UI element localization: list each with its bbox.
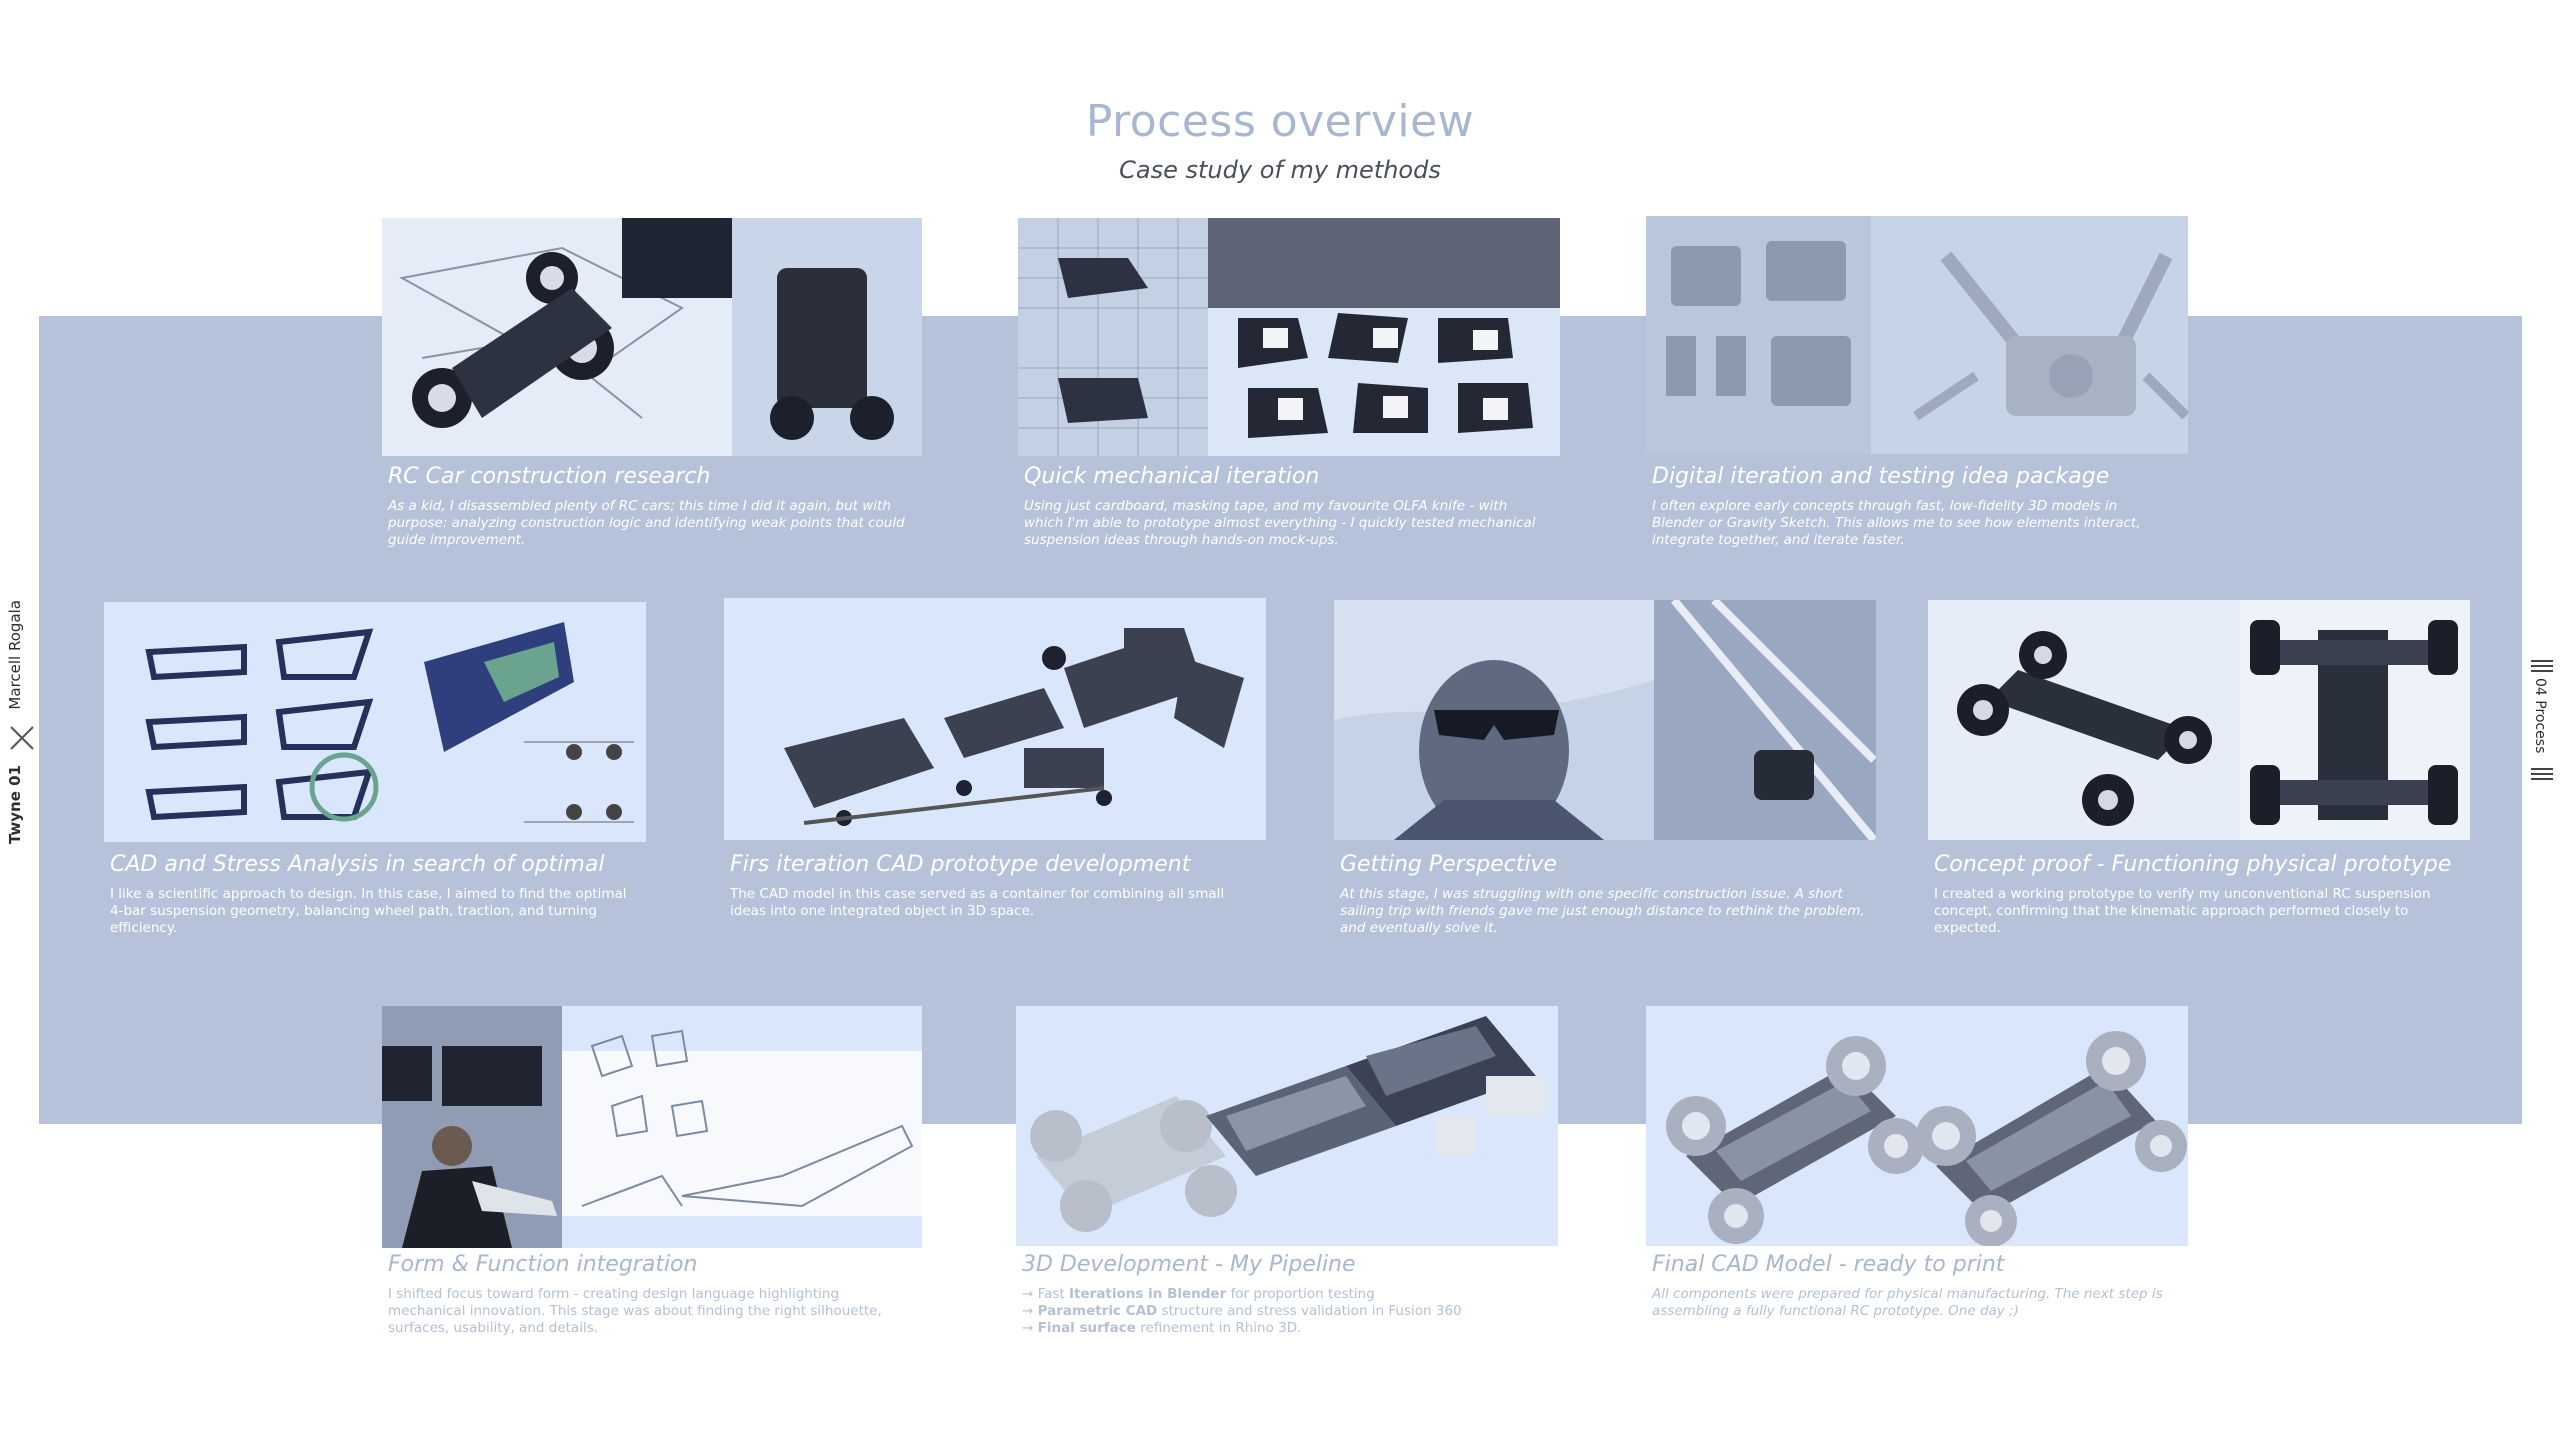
card-description: Using just cardboard, masking tape, and my favourite OLFA knife - with which I'm able to prototype almost everything - I quickly tested mechanical suspension ideas through hands-on mock-ups. <box>1024 498 1536 548</box>
author-name: Marcell Rogala <box>6 600 24 710</box>
card-title: 3D Development - My Pipeline <box>1022 1252 1356 1277</box>
card-description: I like a scientific approach to design. In this case, I aimed to find the optimal 4-bar suspension geometry, balancing wheel path, traction, and turning efficiency. <box>110 886 627 936</box>
triple-bar-icon <box>2531 768 2553 780</box>
pipeline-step-rhino: → Final surface refinement in Rhino 3D. <box>1022 1320 1302 1336</box>
page-subtitle: Case study of my methods <box>1119 156 1441 184</box>
physical-prototype-image <box>1928 600 2470 840</box>
card-title: Form & Function integration <box>388 1252 698 1277</box>
section-overlay-title: DEFINING CONCEPT <box>1652 185 1920 214</box>
pipeline-step-blender: → Fast Iterations in Blender for proportion testing <box>1022 1286 1375 1302</box>
triple-bar-icon <box>2531 660 2553 672</box>
card-title: Final CAD Model - ready to print <box>1652 1252 2005 1277</box>
card-description: I created a working prototype to verify my unconventional RC suspension concept, confirming that the kinematic approach performed closely to expected. <box>1934 886 2431 936</box>
stress-analysis-image <box>104 602 646 842</box>
concept-model-image <box>1646 216 2188 454</box>
project-name: Twyne 01 <box>6 765 24 845</box>
final-cad-image <box>1646 1006 2188 1246</box>
x-mark-icon <box>9 725 35 751</box>
right-sidebar <box>2528 660 2558 785</box>
sailing-photo-image <box>1334 600 1876 840</box>
pipeline-steps <box>1022 1286 1562 1337</box>
card-title: RC Car construction research <box>388 464 711 489</box>
exploded-cad-image <box>724 598 1266 840</box>
3d-models-image <box>1016 1006 1558 1246</box>
left-sidebar <box>6 590 36 850</box>
pipeline-step-fusion: → Parametric CAD structure and stress validation in Fusion 360 <box>1022 1303 1462 1319</box>
card-description: All components were prepared for physical manufacturing. The next step is assembling a fully functional RC prototype. One day ;) <box>1652 1286 2163 1319</box>
card-title: CAD and Stress Analysis in search of optimal <box>110 852 605 877</box>
card-title: Firs iteration CAD prototype development <box>730 852 1191 877</box>
card-description: I often explore early concepts through fast, low-fidelity 3D models in Blender or Gravity Sketch. This allows me to see how elements interact, integrate together, and iterate faster. <box>1652 498 2141 548</box>
card-description: At this stage, I was struggling with one specific construction issue. A short sailing trip with friends gave me just enough distance to rethink the problem, and eventually solve it. <box>1340 886 1865 936</box>
card-title: Getting Perspective <box>1340 852 1558 877</box>
section-label: 04 Process <box>2532 678 2548 754</box>
section-overlay-title: DIRTY PROTOTYPING <box>1024 187 1309 216</box>
page-title: Process overview <box>1085 96 1475 147</box>
card-description: I shifted focus toward form - creating design language highlighting mechanical innovation. This stage was about finding the right silhouette, surfaces, usability, and details. <box>388 1286 882 1336</box>
card-title: Digital iteration and testing idea package <box>1652 464 2110 489</box>
rc-car-research-image <box>382 218 922 456</box>
card-description: The CAD model in this case served as a container for combining all small ideas into one integrated object in 3D space. <box>730 886 1225 919</box>
sketching-image <box>382 1006 922 1248</box>
card-description: As a kid, I disassembled plenty of RC cars; this time I did it again, but with purpose: analyzing construction logic and identifying weak points that could guide improvement. <box>388 498 905 548</box>
card-title: Quick mechanical iteration <box>1024 464 1320 489</box>
prototyping-image <box>1018 218 1560 456</box>
section-overlay-title: UNDERSTANDING CONTEXT <box>388 187 761 216</box>
card-title: Concept proof - Functioning physical prototype <box>1934 852 2452 877</box>
